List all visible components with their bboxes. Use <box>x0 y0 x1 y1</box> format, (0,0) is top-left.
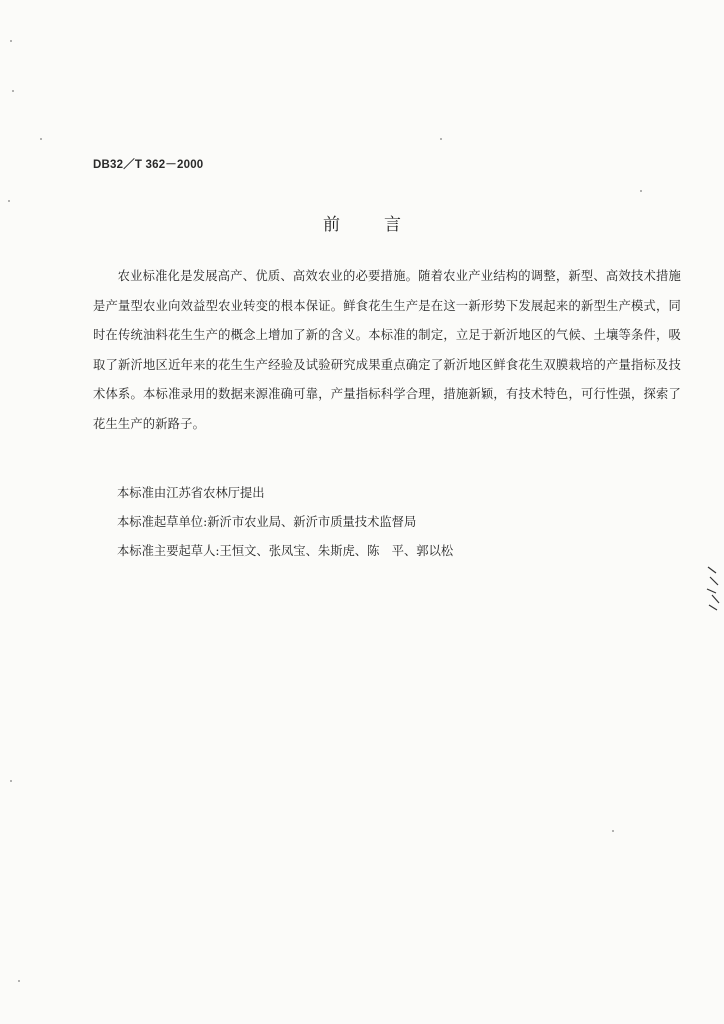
standard-code: DB32／T 362－2000 <box>93 159 204 171</box>
foreword-paragraph: 农业标准化是发展高产、优质、高效农业的必要措施。随着农业产业结构的调整，新型、高效技术措施是产量型农业向效益型农业转变的根本保证。鲜食花生生产是在这一新形势下发展起来的新型生产模式，同时在传统油料花生生产的概念上增加了新的含义。本标准的制定，立足于新沂地区的气候、土壤等条件，吸取了新沂地区近年来的花生生产经验及试验研究成果重点确定了新沂地区鲜食花生双膜栽培的产量指标及技术体系。本标准录用的数据来源准确可靠，产量指标科学合理，措施新颖，有技术特色，可行性强，探索了花生生产的新路子。 <box>93 269 681 431</box>
scan-speck <box>8 200 10 202</box>
page-title: 前言 <box>323 215 445 235</box>
scan-speck <box>10 40 12 42</box>
credit-proposer: 本标准由江苏省农林厅提出 <box>117 486 265 500</box>
scan-speck <box>10 780 12 782</box>
scan-speck <box>440 138 442 140</box>
scan-speck <box>18 980 20 982</box>
scan-edge-artifact-icon <box>704 563 722 613</box>
binding-edge-mark <box>704 563 722 613</box>
scan-speck <box>12 90 14 92</box>
scan-speck <box>612 830 614 832</box>
credits-list <box>117 479 453 566</box>
scan-speck <box>40 138 42 140</box>
credit-drafters: 本标准主要起草人:王恒文、张凤宝、朱斯虎、陈 平、郭以松 <box>117 544 454 558</box>
credit-drafting-unit: 本标准起草单位:新沂市农业局、新沂市质量技术监督局 <box>117 515 417 529</box>
scan-speck <box>640 190 642 192</box>
